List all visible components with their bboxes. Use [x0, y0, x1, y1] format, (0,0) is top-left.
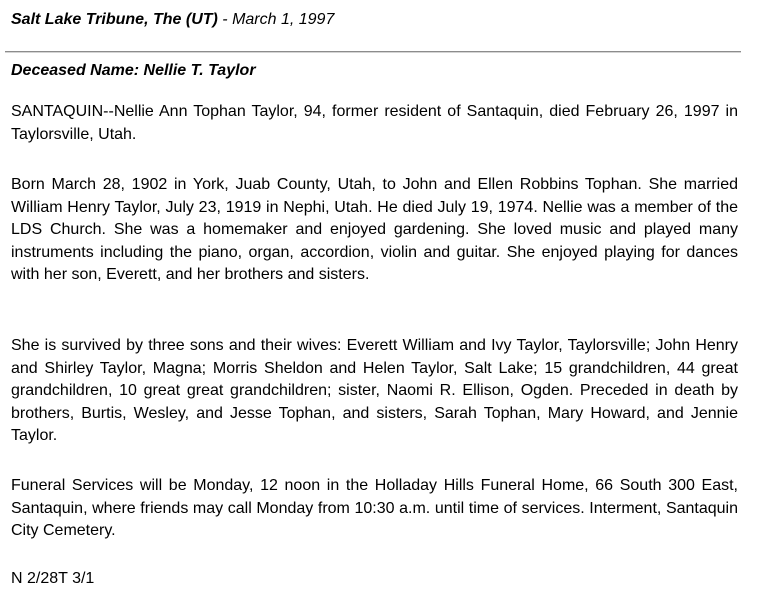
- publication-header: [11, 11, 334, 29]
- header-divider: [5, 51, 741, 53]
- publication-source: Salt Lake Tribune, The (UT): [11, 11, 218, 28]
- obituary-paragraph-intro: SANTAQUIN--Nellie Ann Tophan Taylor, 94, former resident of Santaquin, died February 26, 1997 in Taylorsville, Utah.: [11, 103, 738, 143]
- publication-note: N 2/28T 3/1: [11, 570, 95, 587]
- publication-date: March 1, 1997: [232, 11, 335, 28]
- header-separator: -: [217, 11, 233, 28]
- obituary-paragraph-survivors: She is survived by three sons and their wives: Everett William and Ivy Taylor, Taylorsville; John Henry and Shirley Taylor, Magna; Morris Sheldon and Helen Taylor, Salt Lake; 15 grandchildren, 44 great grandchildren, 10 great great grandchildren; sister, Naomi R. Ellison, Ogden. Preceded in death by brothers, Burtis, Wesley, and Jesse Tophan, and sisters, Sarah Tophan, Mary Howard, and Jennie Taylor.: [11, 337, 738, 445]
- deceased-name-heading: Deceased Name: Nellie T. Taylor: [11, 62, 256, 79]
- obituary-paragraph-biography: Born March 28, 1902 in York, Juab County, Utah, to John and Ellen Robbins Tophan. She married William Henry Taylor, July 23, 1919 in Nephi, Utah. He died July 19, 1974. Nellie was a member of the LDS Church. She was a homemaker and enjoyed gardening. She loved music and played many instruments including the piano, organ, accordion, violin and guitar. She enjoyed playing for dances with her son, Everett, and her brothers and sisters.: [11, 176, 738, 284]
- obituary-paragraph-services: Funeral Services will be Monday, 12 noon in the Holladay Hills Funeral Home, 66 South 300 East, Santaquin, where friends may call Monday from 10:30 a.m. until time of services. Interment, Santaquin City Cemetery.: [11, 477, 738, 540]
